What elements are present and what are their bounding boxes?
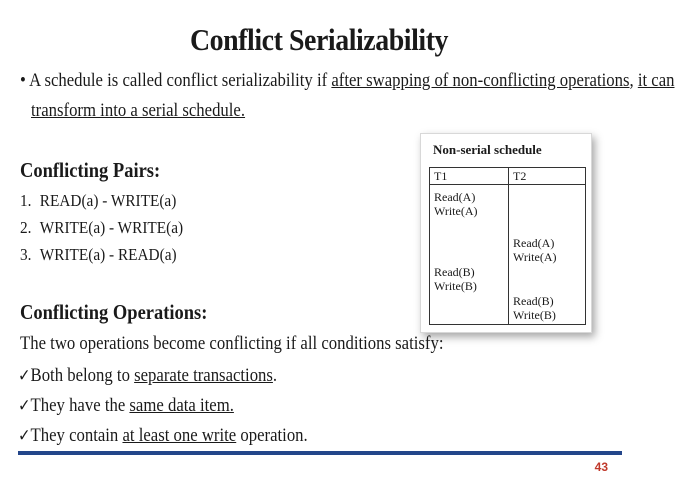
- column-header-t1: T1: [434, 169, 448, 183]
- intro-underlined-1: after swapping of non-conflicting operations: [331, 70, 630, 91]
- t1-op: Write(B): [434, 279, 477, 293]
- condition-text: They contain: [30, 425, 123, 446]
- checkmark-icon: ✓: [18, 426, 31, 446]
- schedule-title: Non-serial schedule: [433, 142, 542, 157]
- page-number: 43: [594, 460, 608, 474]
- slide-title: Conflict Serializability: [189, 22, 449, 57]
- t1-op: Write(A): [434, 204, 478, 218]
- pair-text: READ(a) - WRITE(a): [39, 191, 177, 210]
- pair-item: [20, 245, 177, 265]
- column-divider: [508, 168, 509, 324]
- pair-item: [20, 191, 176, 211]
- conflicting-operations-heading: Conflicting Operations:: [20, 300, 208, 324]
- t2-op: Read(B): [513, 294, 554, 308]
- schedule-figure: [420, 133, 592, 333]
- t1-op: Read(B): [434, 265, 475, 279]
- condition-item: [18, 395, 234, 417]
- condition-underlined: same data item.: [129, 395, 234, 416]
- condition-item: [18, 425, 308, 447]
- condition-item: [18, 365, 277, 387]
- condition-text-end: .: [272, 365, 278, 386]
- intro-underlined-3: transform into a serial schedule.: [31, 100, 246, 121]
- t1-op: Read(A): [434, 190, 476, 204]
- intro-text-2: ,: [629, 70, 638, 91]
- condition-underlined: at least one write: [122, 425, 237, 446]
- checkmark-icon: ✓: [18, 396, 31, 416]
- schedule-table: [429, 167, 586, 325]
- checkmark-icon: ✓: [18, 366, 31, 386]
- pair-number: 2.: [20, 218, 32, 237]
- conditions-description: The two operations become conflicting if all conditions satisfy:: [20, 333, 444, 354]
- bullet-dot: •: [20, 70, 26, 91]
- condition-text: Both belong to: [30, 365, 135, 386]
- t2-op: Write(B): [513, 308, 556, 322]
- footer-bar: [18, 451, 622, 455]
- intro-text-1: A schedule is called conflict serializability if: [25, 70, 332, 91]
- conflicting-pairs-heading: Conflicting Pairs:: [20, 158, 161, 182]
- pair-number: 3.: [20, 245, 32, 264]
- pair-number: 1.: [20, 191, 32, 210]
- condition-underlined: separate transactions: [134, 365, 273, 386]
- t2-op: Read(A): [513, 236, 555, 250]
- intro-underlined-2: it can: [637, 70, 675, 91]
- intro-line-1: [20, 70, 675, 92]
- pair-item: [20, 218, 183, 238]
- pair-text: WRITE(a) - WRITE(a): [39, 218, 184, 237]
- intro-line-2: [31, 100, 245, 122]
- t2-op: Write(A): [513, 250, 557, 264]
- condition-text-end: operation.: [236, 425, 308, 446]
- column-header-t2: T2: [513, 169, 527, 183]
- pair-text: WRITE(a) - READ(a): [39, 245, 177, 264]
- condition-text: They have the: [30, 395, 130, 416]
